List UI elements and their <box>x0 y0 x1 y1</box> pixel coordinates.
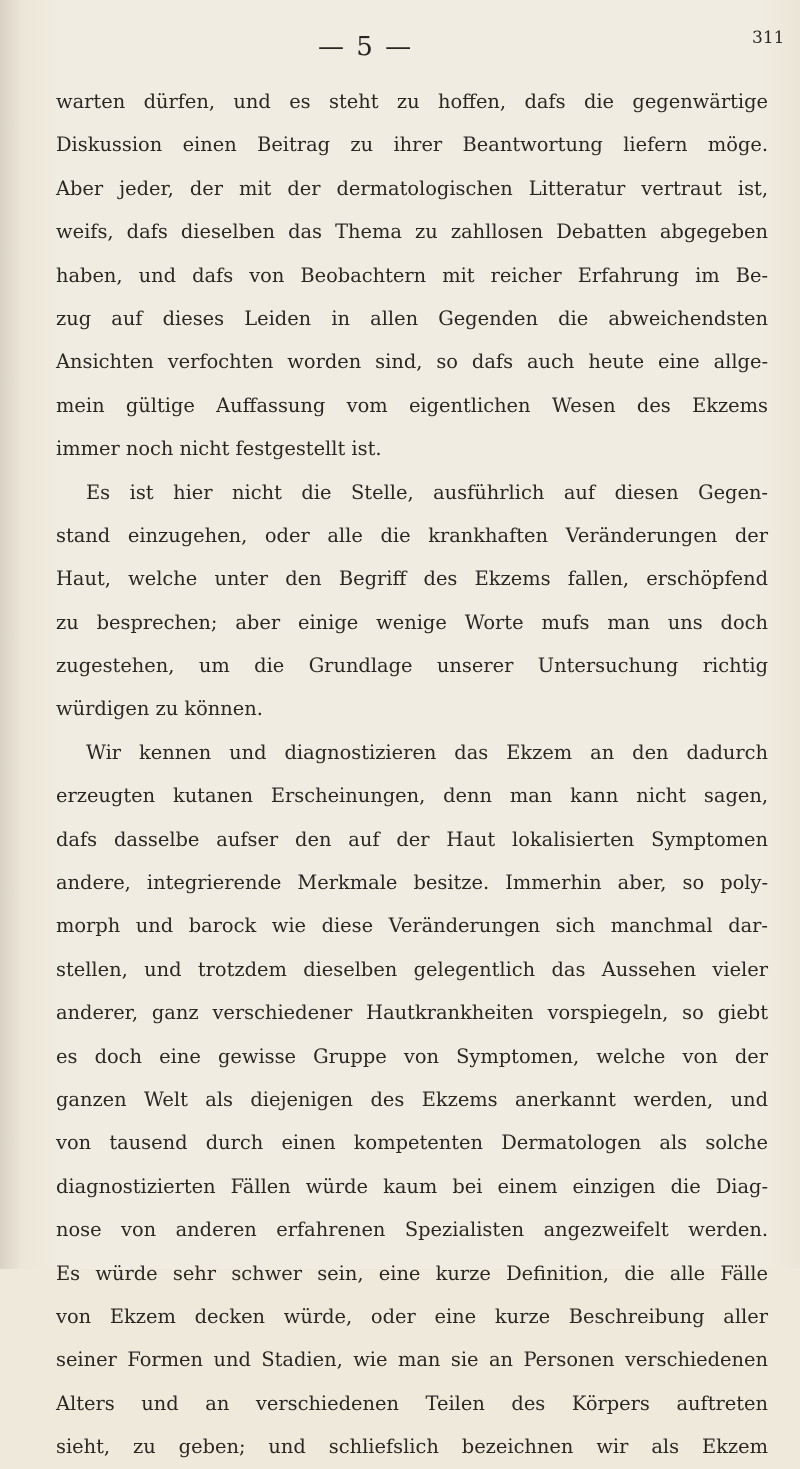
text-line: Es würde sehr schwer sein, eine kurze Definition, die alle Fälle <box>56 1261 768 1285</box>
text-line: immer noch nicht festgestellt ist. <box>56 437 382 461</box>
page-header <box>0 28 800 68</box>
text-line: zu besprechen; aber einige wenige Worte mufs man uns doch <box>56 610 768 634</box>
text-line: diagnostizierten Fällen würde kaum bei einem einzigen die Diag- <box>56 1174 768 1198</box>
text-line: nose von anderen erfahrenen Spezialisten angezweifelt werden. <box>56 1218 768 1242</box>
text-line: würdigen zu können. <box>56 697 263 721</box>
text-line: Haut, welche unter den Begriff des Ekzems fallen, erschöpfend <box>56 567 768 591</box>
text-line: mein gültige Auffassung vom eigentlichen Wesen des Ekzems <box>56 393 768 417</box>
text-line: sieht, zu geben; und schliefslich bezeichnen wir als Ekzem <box>56 1435 768 1459</box>
text-line: morph und barock wie diese Veränderungen sich manchmal dar- <box>56 914 768 938</box>
page-number-center: — 5 — <box>318 32 414 62</box>
text-line: andere, integrierende Merkmale besitze. Immerhin aber, so poly- <box>56 871 768 895</box>
text-line: Es ist hier nicht die Stelle, ausführlich auf diesen Gegen- <box>86 480 768 504</box>
text-line: von Ekzem decken würde, oder eine kurze Beschreibung aller <box>56 1304 768 1328</box>
text-line: stand einzugehen, oder alle die krankhaften Veränderungen der <box>56 523 768 547</box>
text-line: Wir kennen und diagnostizieren das Ekzem an den dadurch <box>86 740 768 764</box>
text-line: Aber jeder, der mit der dermatologischen Litteratur vertraut ist, <box>56 176 768 200</box>
text-line: warten dürfen, und es steht zu hoffen, dafs die gegenwärtige <box>56 90 768 113</box>
text-line: Diskussion einen Beitrag zu ihrer Beantwortung liefern möge. <box>56 133 768 157</box>
text-line: Ansichten verfochten worden sind, so dafs auch heute eine allge- <box>56 350 768 374</box>
text-line: ganzen Welt als diejenigen des Ekzems anerkannt werden, und <box>56 1087 768 1111</box>
text-line: erzeugten kutanen Erscheinungen, denn man kann nicht sagen, <box>56 784 768 808</box>
text-line: es doch eine gewisse Gruppe von Symptomen, welche von der <box>56 1044 768 1068</box>
text-line: weifs, dafs dieselben das Thema zu zahllosen Debatten abgegeben <box>56 220 768 244</box>
text-line: seiner Formen und Stadien, wie man sie an Personen verschiedenen <box>56 1348 768 1372</box>
body-text <box>56 80 768 1469</box>
text-line: anderer, ganz verschiedener Hautkrankheiten vorspiegeln, so giebt <box>56 1001 768 1025</box>
text-line: dafs dasselbe aufser den auf der Haut lokalisierten Symptomen <box>56 827 768 851</box>
text-line: stellen, und trotzdem dieselben gelegentlich das Aussehen vieler <box>56 957 768 981</box>
page-folio-number: 311 <box>752 28 785 48</box>
text-line: zug auf dieses Leiden in allen Gegenden die abweichendsten <box>56 306 768 330</box>
text-line: zugestehen, um die Grundlage unserer Untersuchung richtig <box>56 654 768 678</box>
text-line: von tausend durch einen kompetenten Dermatologen als solche <box>56 1131 768 1155</box>
text-line: haben, und dafs von Beobachtern mit reicher Erfahrung im Be- <box>56 263 768 287</box>
text-line: Alters und an verschiedenen Teilen des Körpers auftreten <box>56 1391 768 1415</box>
